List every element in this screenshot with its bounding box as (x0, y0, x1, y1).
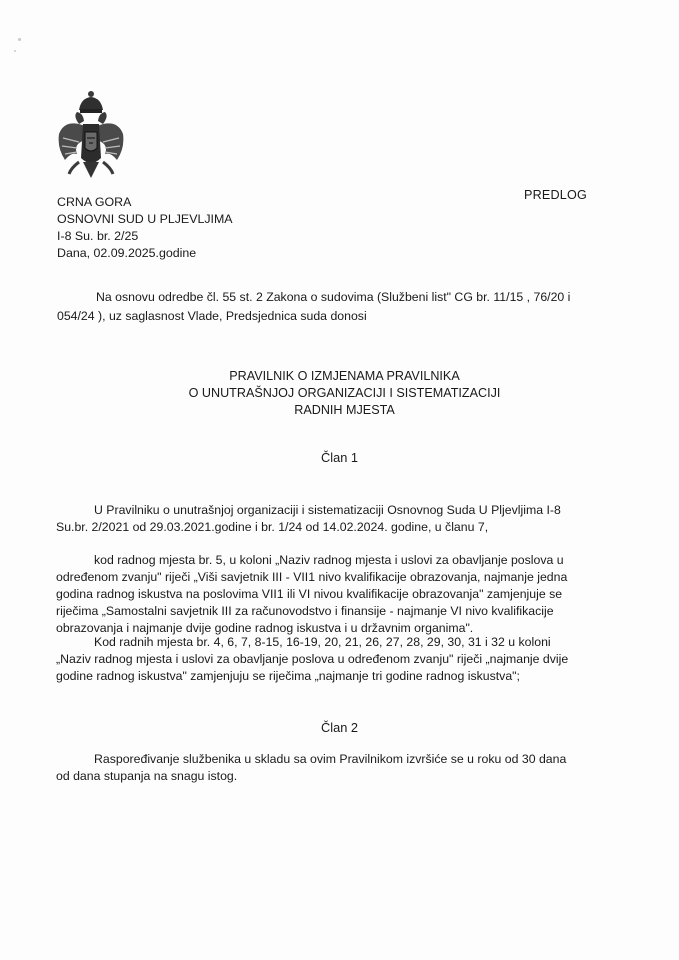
paragraph-line: od dana stupanja na snagu istog. (56, 769, 238, 783)
paragraph-line: Raspoređivanje službenika u skladu sa ovim Pravilnikom izvršiće se u roku od 30 dana (94, 752, 567, 766)
title-line: O UNUTRAŠNJOJ ORGANIZACIJI I SISTEMATIZACIJI (188, 386, 501, 400)
scan-speck (14, 50, 16, 52)
proposal-label: PREDLOG (524, 188, 587, 202)
article-1-paragraph-3 (56, 634, 616, 685)
coat-of-arms-emblem (55, 88, 127, 184)
paragraph-line: Su.br. 2/2021 od 29.03.2021.godine i br. 1/24 od 14.02.2024. godine, u članu 7, (56, 520, 489, 534)
paragraph-line: obrazovanja i najmanje dvije godine radnog iskustva i u državnim organima". (56, 621, 474, 635)
intro-line: Na osnovu odredbe čl. 55 st. 2 Zakona o sudovima (Službeni list" CG br. 11/15 , 76/20 i (96, 290, 571, 304)
article-2-paragraph-1 (56, 751, 616, 785)
paragraph-line: U Pravilniku o unutrašnjoj organizaciji i sistematizaciji Osnovnog Suda U Pljevljima I-8 (94, 503, 561, 517)
article-1-paragraph-2 (56, 552, 616, 637)
intro-line: 054/24 ), uz saglasnost Vlade, Predsjednica suda donosi (57, 309, 367, 323)
case-number: I-8 Su. br. 2/25 (57, 229, 139, 243)
paragraph-line: kod radnog mjesta br. 5, u koloni „Naziv radnog mjesta i uslovi za obavljanje poslova u (94, 553, 564, 567)
paragraph-line: određenom zvanju" riječi „Viši savjetnik III - VII1 nivo kvalifikacije obrazovanja, najmanje jedna (56, 570, 568, 584)
document-title (0, 368, 679, 419)
paragraph-line: Kod radnih mjesta br. 4, 6, 7, 8-15, 16-19, 20, 21, 26, 27, 28, 29, 30, 31 i 32 u koloni (94, 635, 551, 649)
country-name: CRNA GORA (57, 195, 132, 209)
paragraph-line: godina radnog iskustva na poslovima VII1 ili VI nivou kvalifikacije obrazovanja" zamjenjuje se (56, 587, 563, 601)
court-header (57, 194, 233, 262)
document-date: Dana, 02.09.2025.godine (57, 246, 197, 260)
paragraph-line: godine radnog iskustva" zamjenjuju se riječima „najmanje tri godine radnog iskustva"; (56, 669, 520, 683)
article-2-heading: Član 2 (321, 720, 358, 735)
article-1-heading: Član 1 (321, 450, 358, 465)
title-line: RADNIH MJESTA (294, 403, 395, 417)
title-line: PRAVILNIK O IZMJENAMA PRAVILNIKA (229, 369, 460, 383)
paragraph-line: riječima „Samostalni savjetnik III za računovodstvo i finansije - najmanje VI nivo kvalifikacije (56, 604, 554, 618)
article-1-paragraph-1 (56, 502, 616, 536)
intro-paragraph (57, 288, 631, 326)
court-name: OSNOVNI SUD U PLJEVLJIMA (57, 212, 233, 226)
scan-speck (18, 38, 21, 41)
paragraph-line: „Naziv radnog mjesta i uslovi za obavljanje poslova u određenom zvanju" riječi „najmanje dvije (56, 652, 569, 666)
